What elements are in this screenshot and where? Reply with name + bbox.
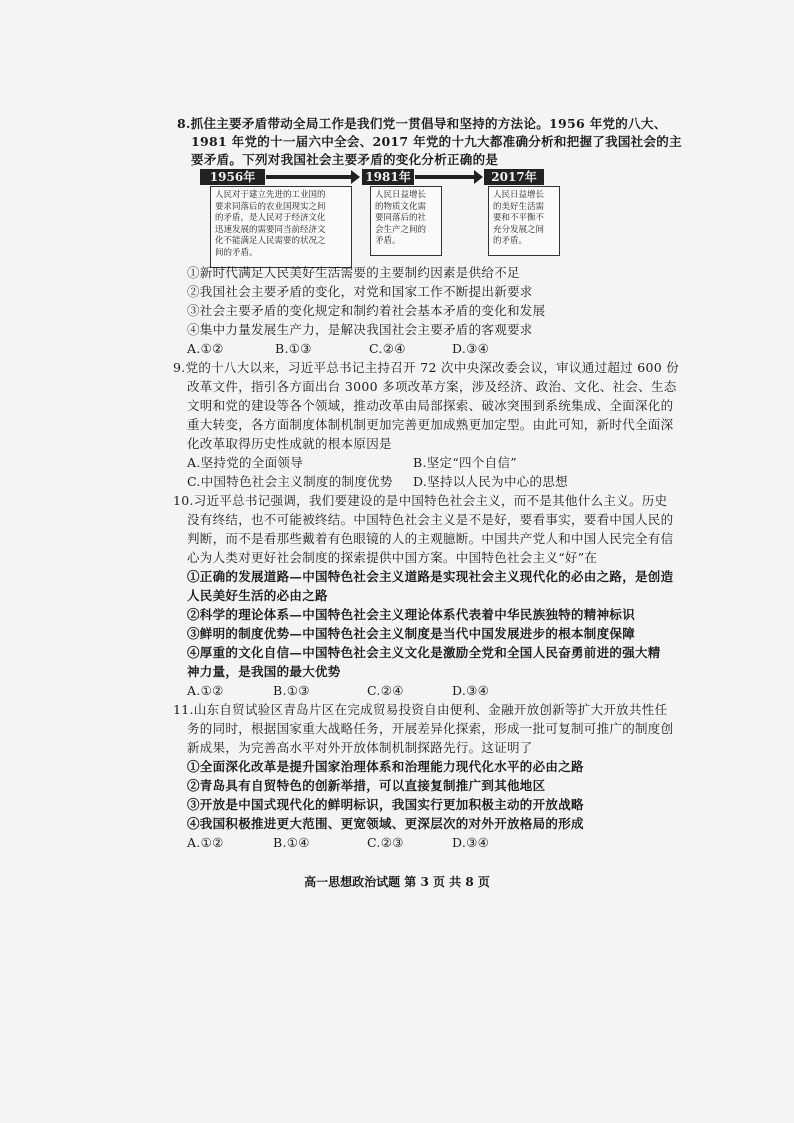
q11-option-2: ②青岛具有自贸特色的创新举措，可以直接复制推广到其他地区 — [187, 778, 546, 793]
q11-stem-line-3: 新成果，为完善高水平对外开放体制机制探路先行。这证明了 — [187, 740, 533, 755]
q9-stem-line-2: 改革文件，指引各方面出台 3000 多项改革方案，涉及经济、政治、文化、社会、生态 — [187, 379, 677, 394]
q10-option-3: ③鲜明的制度优势—中国特色社会主义制度是当代中国发展进步的根本制度保障 — [187, 626, 636, 641]
q10-choice-d: D.③④ — [452, 683, 490, 698]
q9-stem-line-3: 文明和党的建设等各个领域，推动改革由局部探索、破冰突围到系统集成、全面深化的 — [187, 398, 674, 413]
q11-stem-line-1: 11.山东自贸试验区青岛片区在完成贸易投资自由便利、金融开放创新等扩大开放共性任 — [173, 702, 668, 717]
q10-choice-a: A.①② — [187, 683, 224, 698]
year-1981-label: 1981年 — [362, 169, 414, 185]
q8-choice-c: C.②④ — [369, 341, 406, 356]
q10-choice-b: B.①③ — [273, 683, 310, 698]
arrow-icon — [266, 175, 352, 179]
q9-stem-line-5: 化改革取得历史性成就的根本原因是 — [187, 436, 392, 451]
q9-choice-a: A.坚持党的全面领导 — [187, 455, 304, 470]
q10-stem-line-2: 没有终结，也不可能被终结。中国特色社会主义是不是好，要看事实，要看中国人民的 — [187, 512, 674, 527]
q10-option-4-cont: 神力量，是我国的最大优势 — [187, 664, 341, 679]
q8-option-4: ④集中力量发展生产力，是解决我国社会主要矛盾的客观要求 — [187, 322, 533, 337]
q11-choice-c: C.②③ — [367, 835, 404, 850]
q11-stem-line-2: 务的同时，根据国家重大战略任务，开展差异化探索，形成一批可复制可推广的制度创 — [187, 721, 674, 736]
q10-stem-line-1: 10.习近平总书记强调，我们要建设的是中国特色社会主义，而不是其他什么主义。历史 — [173, 493, 668, 508]
q10-option-4: ④厚重的文化自信—中国特色社会主义文化是激励全党和全国人民奋勇前进的强大精 — [187, 645, 661, 660]
q10-option-2: ②科学的理论体系—中国特色社会主义理论体系代表着中华民族独特的精神标识 — [187, 607, 636, 622]
q9-stem-line-1: 9.党的十八大以来，习近平总书记主持召开 72 次中央深改委会议，审议通过超过 600 份 — [173, 360, 680, 375]
contradiction-timeline-diagram — [200, 163, 580, 269]
q8-stem-line-2: 1981 年党的十一届六中全会、2017 年党的十九大都准确分析和把握了我国社会的主 — [191, 134, 682, 149]
q11-choice-b: B.①④ — [273, 835, 310, 850]
q11-choice-d: D.③④ — [452, 835, 490, 850]
q8-stem-line-3: 要矛盾。下列对我国社会主要矛盾的变化分析正确的是 — [191, 152, 499, 167]
q8-choice-a: A.①② — [187, 341, 224, 356]
page-footer: 高一思想政治试题 第 3 页 共 8 页 — [304, 875, 490, 889]
q8-option-2: ②我国社会主要矛盾的变化，对党和国家工作不断提出新要求 — [187, 284, 533, 299]
desc-1981-box: 人民日益增长 的物质文化需 要同落后的社 会生产之间的 矛盾。 — [370, 186, 442, 256]
q9-choice-c: C.中国特色社会主义制度的制度优势 — [187, 474, 393, 489]
q8-stem-line-1: 8.抓住主要矛盾带动全局工作是我们党一贯倡导和坚持的方法论。1956 年党的八大、 — [177, 116, 667, 131]
q10-option-1: ①正确的发展道路—中国特色社会主义道路是实现社会主义现代化的必由之路，是创造 — [187, 569, 674, 584]
q8-choice-d: D.③④ — [452, 341, 490, 356]
q10-option-1-cont: 人民美好生活的必由之路 — [187, 588, 328, 603]
q10-stem-line-4: 心为人类对更好社会制度的探索提供中国方案。中国特色社会主义“好”在 — [187, 550, 598, 565]
year-2017-label: 2017年 — [484, 169, 544, 185]
q9-choice-d: D.坚持以人民为中心的思想 — [413, 474, 568, 489]
q8-option-1: ①新时代满足人民美好生活需要的主要制约因素是供给不足 — [187, 265, 520, 280]
q8-option-3: ③社会主要矛盾的变化规定和制约着社会基本矛盾的变化和发展 — [187, 303, 546, 318]
desc-1956-box: 人民对于建立先进的工业国的 要求同落后的农业国现实之间 的矛盾，是人民对于经济文化 迅速发展的需要同当前经济文 化不能满足人民需要的状况之 间的矛盾。 — [210, 186, 352, 268]
q10-choice-c: C.②④ — [367, 683, 404, 698]
arrow-icon — [415, 175, 475, 179]
q11-option-3: ③开放是中国式现代化的鲜明标识，我国实行更加积极主动的开放战略 — [187, 797, 584, 812]
q9-stem-line-4: 重大转变，各方面制度体制机制更加完善更加成熟更加定型。由此可知，新时代全面深 — [187, 417, 674, 432]
q11-option-4: ④我国积极推进更大范围、更宽领域、更深层次的对外开放格局的形成 — [187, 816, 584, 831]
q11-option-1: ①全面深化改革是提升国家治理体系和治理能力现代化水平的必由之路 — [187, 759, 584, 774]
year-1956-label: 1956年 — [200, 169, 265, 185]
q8-choice-b: B.①③ — [275, 341, 312, 356]
q9-choice-b: B.坚定“四个自信” — [413, 455, 517, 470]
q10-stem-line-3: 判断，而不是看那些戴着有色眼镜的人的主观臆断。中国共产党人和中国人民完全有信 — [187, 531, 674, 546]
q11-choice-a: A.①② — [187, 835, 224, 850]
desc-2017-box: 人民日益增长 的美好生活需 要和不平衡不 充分发展之间 的矛盾。 — [488, 186, 560, 256]
